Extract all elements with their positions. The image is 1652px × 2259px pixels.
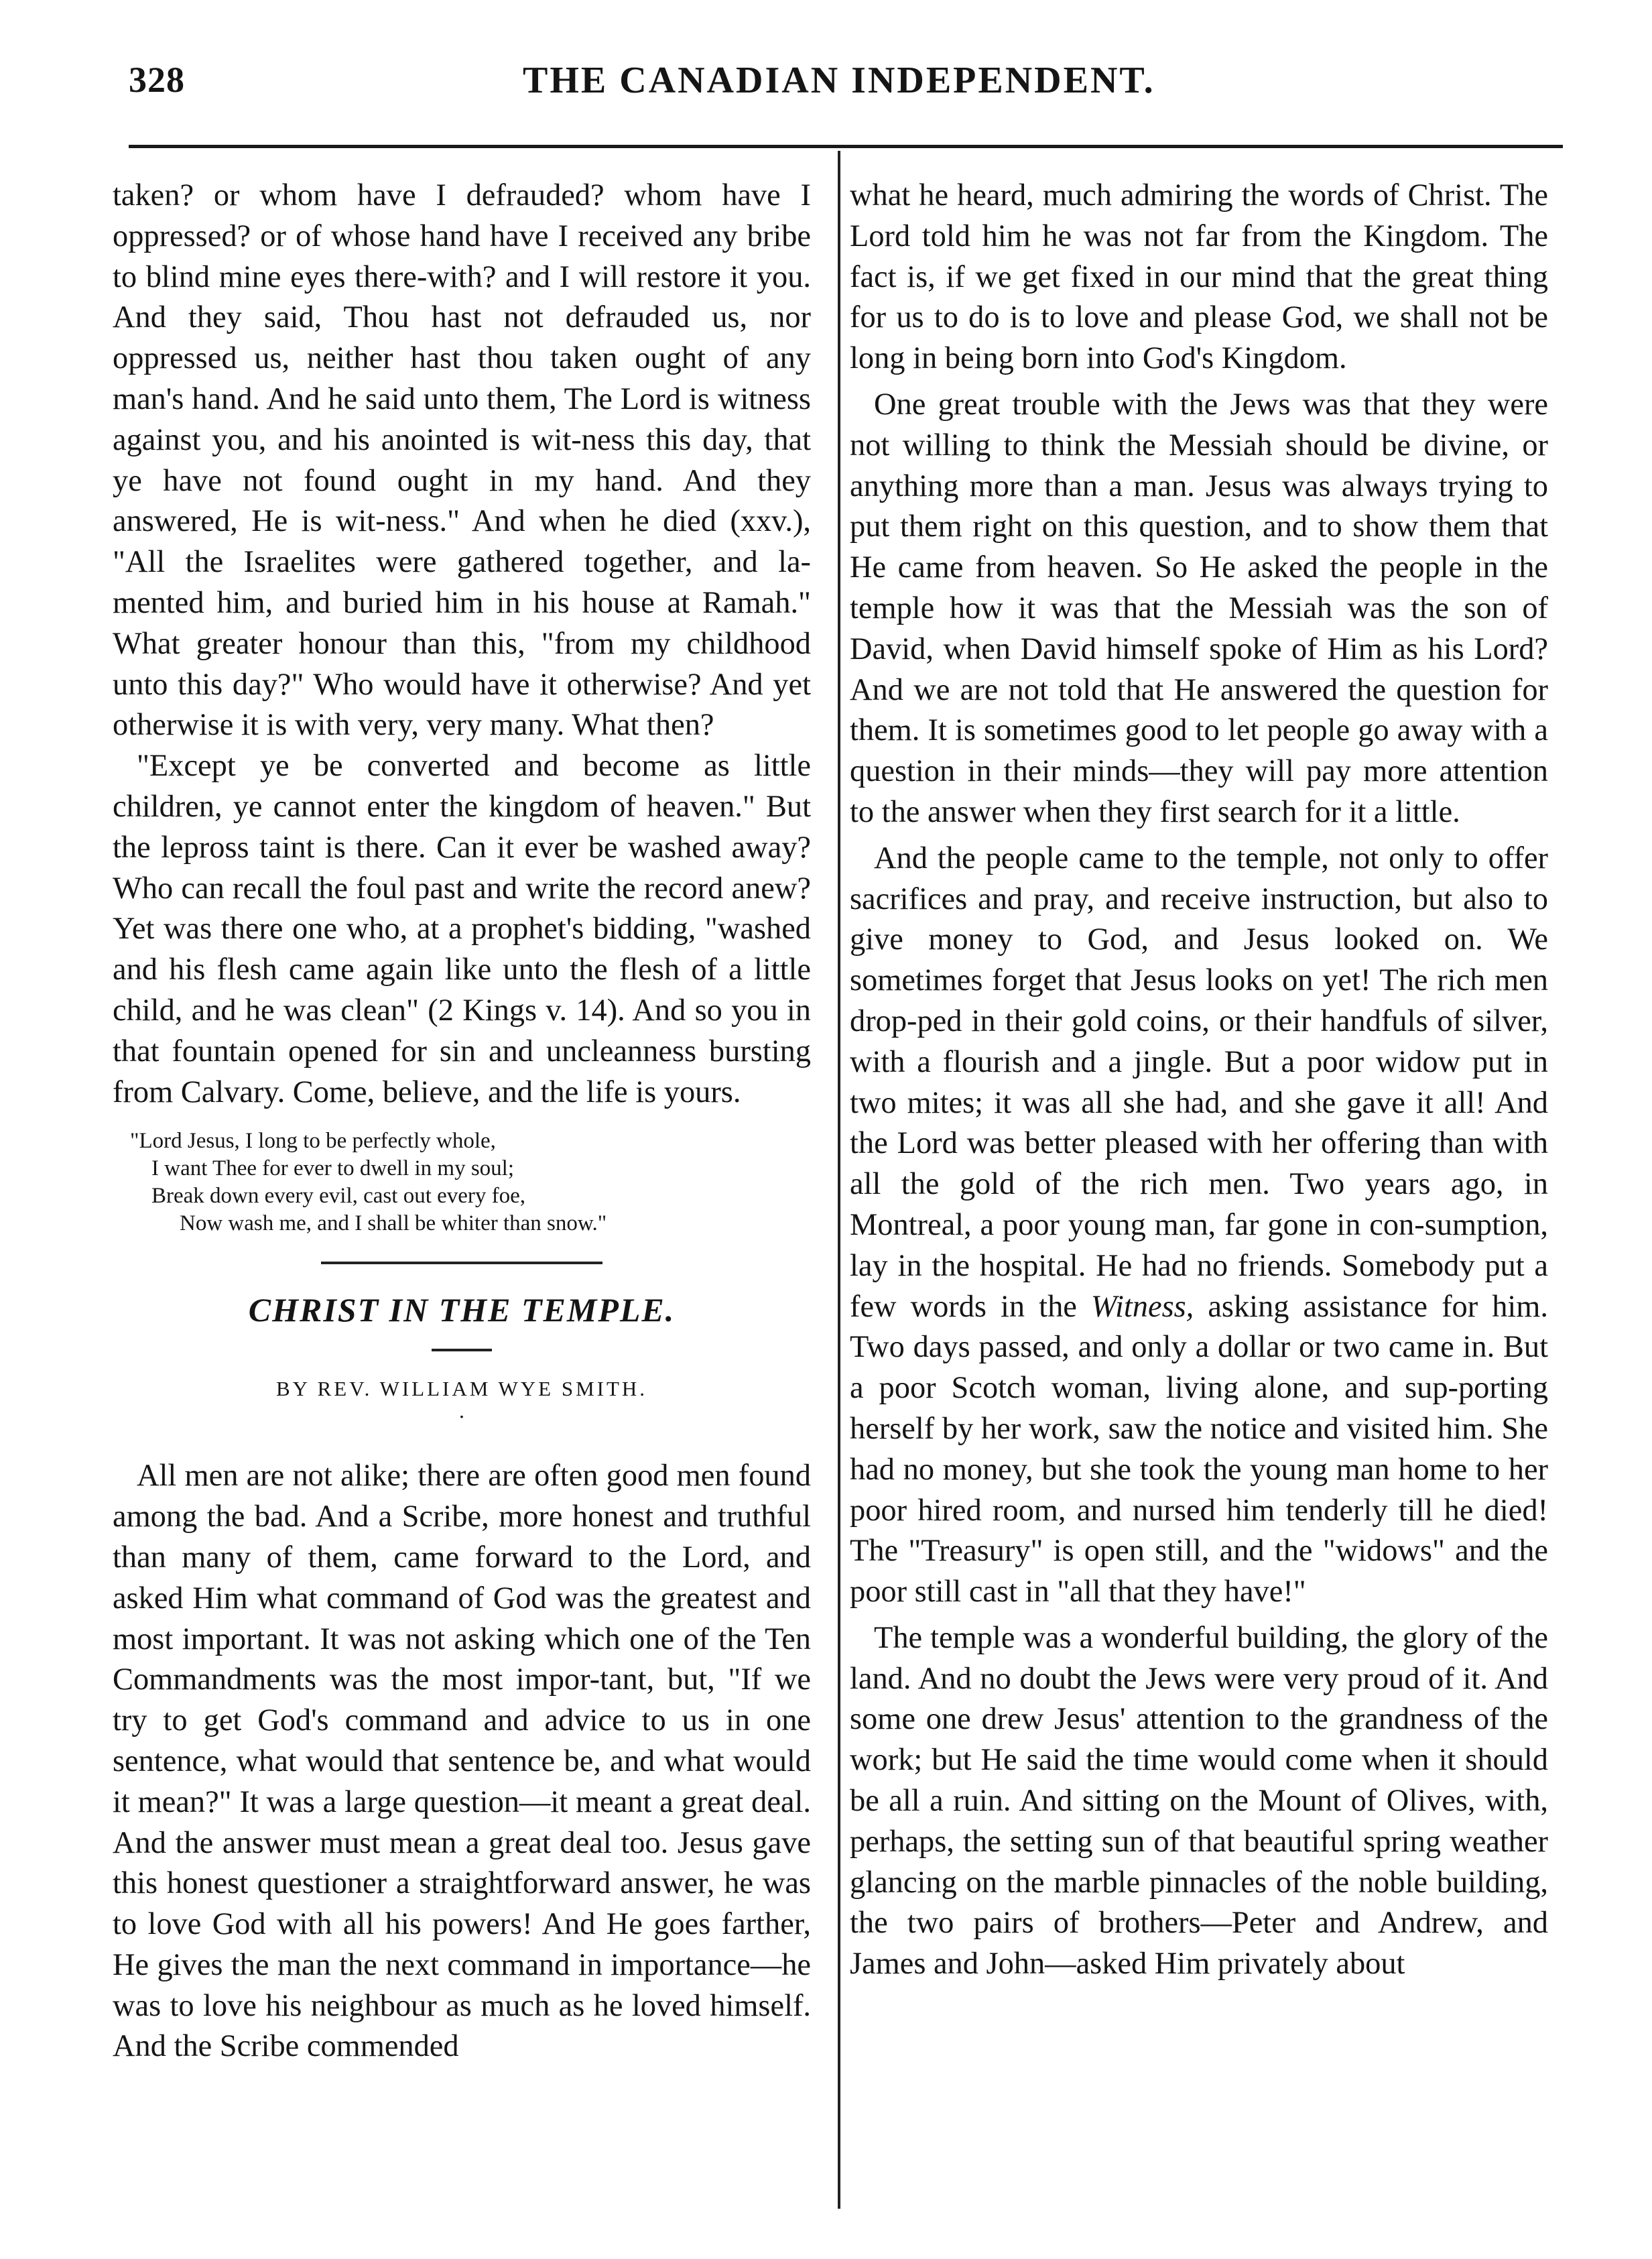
section-divider: [321, 1262, 602, 1264]
right-column: [850, 176, 1548, 1985]
byline: BY REV. WILLIAM WYE SMITH.: [275, 1377, 648, 1401]
paragraph-text: And the people came to the temple, not only to offer sacrifices and pray, and receive instruction, but also to give money to God, and Jesus looked on. We sometimes forget that Jesus looks on yet! The rich men drop-ped in their gold coins, or their handfuls of silver, with a flourish and a jingle. But a poor widow put in two mites; it was all she had, and she gave it all! And the Lord was better pleased with her offering than with all the gold of the rich men. Two years ago, in Montreal, a poor young man, far gone in con-sumption, lay in the hospital. He had no friends. Somebody put a few words in the: [850, 841, 1548, 1324]
column-divider: [838, 151, 840, 2209]
title-rule: [432, 1349, 492, 1351]
left-column: [113, 176, 811, 2067]
article-title: CHRIST IN THE TEMPLE.: [248, 1291, 676, 1329]
running-head: [0, 59, 1652, 119]
newspaper-name: Witness,: [1090, 1289, 1194, 1324]
page-number: 328: [129, 60, 185, 100]
ornament: ·: [458, 1404, 466, 1429]
poem-line: "Lord Jesus, I long to be perfectly whole,: [130, 1129, 496, 1154]
paragraph: One great trouble with the Jews was that they were not willing to think the Messiah should be divine, or anything more than a man. Jesus was always trying to put them right on this question, and to show them that He came from heaven. So He asked the people in the temple how it was that the Messiah was the son of David, when David himself spoke of Him as his Lord? And we are not told that He answered the question for them. It is sometimes good to let people go away with a question in their minds—they will pay more attention to the answer when they first search for it a little.: [850, 387, 1548, 829]
paragraph: "Except ye be converted and become as little children, ye cannot enter the kingdom of heaven." But the lepross taint is there. Can it ever be washed away? Who can recall the foul past and write the record anew? Yet was there one who, at a prophet's bidding, "washed and his flesh came again like unto the flesh of a little child, and he was clean" (2 Kings v. 14). And so you in that fountain opened for sin and uncleanness bursting from Calvary. Come, believe, and the life is yours.: [113, 749, 811, 1109]
paragraph: [850, 839, 1548, 1613]
header-rule: [129, 145, 1563, 148]
poem-line: Now wash me, and I shall be whiter than snow.": [180, 1211, 607, 1236]
poem-line: I want Thee for ever to dwell in my soul;: [151, 1156, 515, 1181]
paragraph-text: asking assistance for him. Two days passed, and only a dollar or two came in. But a poor Scotch woman, living alone, and sup-porting herself by her work, saw the notice and visited him. She had no money, but she took the young man home to her poor hired room, and nursed him tenderly till he died! The "Treasury" is open still, and the "widows" and the poor still cast in "all that they have!": [850, 1289, 1548, 1609]
paragraph: All men are not alike; there are often good men found among the bad. And a Scribe, more honest and truthful than many of them, came forward to the Lord, and asked Him what command of God was the greatest and most important. It was not asking which one of the Ten Commandments was the most impor-tant, but, "If we try to get God's command and advice to us in one sentence, what would that sentence be, and what would it mean?" It was a large question—it meant a great deal. And the answer must mean a great deal too. Jesus gave this honest questioner a straightforward answer, he was to love God with all his powers! And He goes farther, He gives the man the next command in importance—he was to love his neighbour as much as he loved himself. And the Scribe commended: [113, 1459, 811, 2064]
paragraph: taken? or whom have I defrauded? whom have I oppressed? or of whose hand have I received any bribe to blind mine eyes there-with? and I will restore it you. And they said, Thou hast not defrauded us, nor oppressed us, neither hast thou taken ought of any man's hand. And he said unto them, The Lord is witness against you, and his anointed is wit-ness this day, that ye have not found ought in my hand. And they answered, He is wit-ness." And when he died (xxv.), "All the Israelites were gathered together, and la-mented him, and buried him in his house at Ramah." What greater honour than this, "from my childhood unto this day?" Who would have it otherwise? And yet otherwise it is with very, very many. What then?: [113, 178, 811, 743]
poem-stanza: [113, 1127, 811, 1237]
poem-line: Break down every evil, cast out every foe,: [151, 1184, 526, 1209]
paragraph: The temple was a wonderful building, the glory of the land. And no doubt the Jews were very proud of it. And some one drew Jesus' attention to the grandness of the work; but He said the time would come when it should be all a ruin. And sitting on the Mount of Olives, with, perhaps, the setting sun of that beautiful spring weather glancing on the marble pinnacles of the noble building, the two pairs of brothers—Peter and Andrew, and James and John—asked Him privately about: [850, 1620, 1548, 1981]
paragraph: what he heard, much admiring the words of Christ. The Lord told him he was not far from the Kingdom. The fact is, if we get fixed in our mind that the great thing for us to do is to love and please God, we shall not be long in being born into God's Kingdom.: [850, 178, 1548, 376]
journal-title: THE CANADIAN INDEPENDENT.: [523, 60, 1155, 101]
